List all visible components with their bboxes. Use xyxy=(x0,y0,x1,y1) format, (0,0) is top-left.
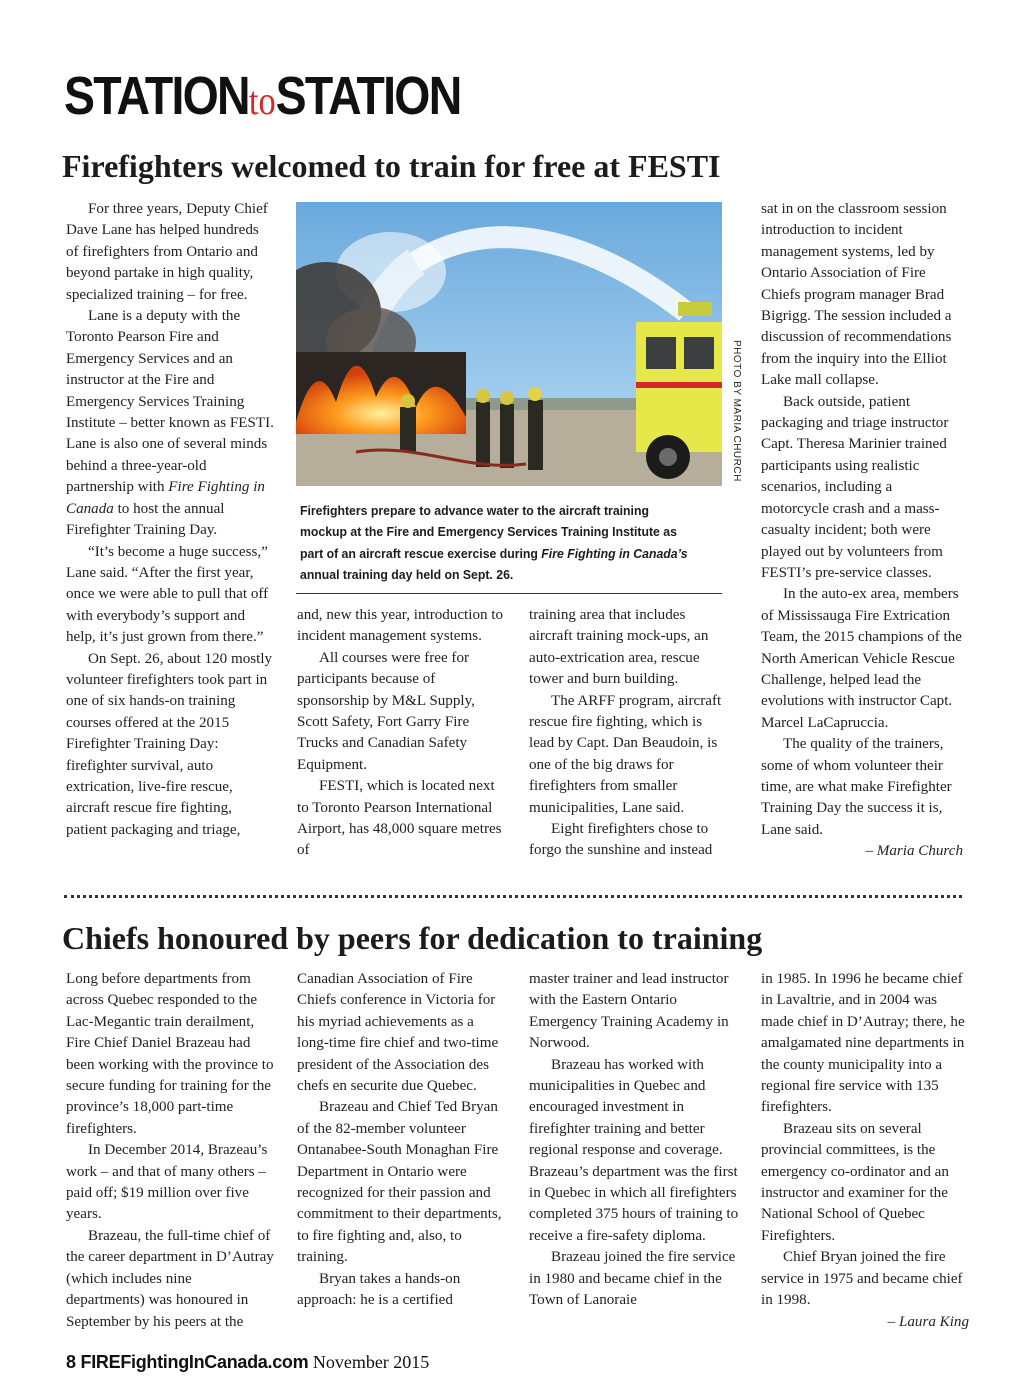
article2-column-2 xyxy=(297,969,505,1312)
article1-column-2 xyxy=(297,605,505,862)
photo-credit: PHOTO BY MARIA CHURCH xyxy=(731,340,742,482)
article2-paragraph: Brazeau has worked with municipalities in Quebec and encouraged investment in firefighter training and better regional response and coverage. Brazeau’s department was the first in Quebec in which all firefighters completed 375 hours of training to receive a fire-safety diploma. xyxy=(529,1056,739,1244)
article2-paragraph: Bryan takes a hands-on approach: he is a certified xyxy=(297,1270,461,1309)
masthead-left: STATION xyxy=(64,66,249,126)
article2-byline: – Laura King xyxy=(887,1313,969,1330)
article1-paragraph: FESTI, which is located next to Toronto Pearson International Airport, has 48,000 square metres of xyxy=(297,778,502,859)
article1-paragraph: The ARFF program, aircraft rescue fire fighting, which is lead by Capt. Dan Beaudoin, is one of the big draws for firefighters from smaller municipalities, Lane said. xyxy=(529,692,722,816)
article1-paragraph: Back outside, patient packaging and triage instructor Capt. Theresa Marinier trained participants using realistic scenarios, including a motorcycle crash and a mass-casualty incident; both were played out by volunteers from FESTI’s pre-service classes. xyxy=(761,393,949,581)
article2-paragraph: Brazeau, the full-time chief of the career department in D’Autray (which includes nine departments) was honoured in September by his peers at the xyxy=(66,1227,274,1330)
article1-paragraph: In the auto-ex area, members of Mississauga Fire Extrication Team, the 2015 champions of the North American Vehicle Rescue Challenge, helped lead the evolutions with instructor Capt. Marcel LaCapruccia. xyxy=(761,586,962,731)
page-number: 8 xyxy=(66,1352,77,1372)
section-divider xyxy=(64,895,962,898)
issue-date: November 2015 xyxy=(312,1352,430,1372)
article2-paragraph: Canadian Association of Fire Chiefs conference in Victoria for his myriad achievements as a long-time fire chief and two-time president of the Association des chefs en securite due Quebec. xyxy=(297,971,499,1095)
publication-title: Fire Fighting in Canada xyxy=(66,479,265,517)
article2-paragraph: Brazeau sits on several provincial committees, is the emergency co-ordinator and an instructor and examiner for the National School of Quebec Firefighters. xyxy=(761,1120,949,1244)
masthead-to: to xyxy=(248,78,276,123)
article1-paragraph: “It’s become a huge success,” Lane said. “After the first year, once we were able to pull that off with everybody’s support and help, it’s just grown from there.” xyxy=(66,543,269,646)
article2-paragraph: Chief Bryan joined the fire service in 1975 and became chief in 1998. xyxy=(761,1249,963,1309)
photo-caption: Firefighters prepare to advance water to the aircraft training mockup at the Fire and Emergency Services Training Institute as part of an aircraft rescue exercise during Fire Fighting in Canada’s annual training day held on Sept. 26. xyxy=(300,503,688,583)
article2-headline: Chiefs honoured by peers for dedication to training xyxy=(62,920,763,956)
article1-paragraph: sat in on the classroom session introduction to incident management systems, led by Ontario Association of Fire Chiefs program manager Brad Bigrigg. The session included a discussion of recommendations from the inquiry into the Elliot Lake mall collapse. xyxy=(761,201,952,389)
article2-column-1 xyxy=(66,969,274,1333)
masthead xyxy=(64,66,461,131)
article1-column-1 xyxy=(66,199,274,841)
caption-divider xyxy=(296,593,722,594)
article1-paragraph: Eight firefighters chose to forgo the sunshine and instead xyxy=(529,821,713,859)
page-footer xyxy=(66,1352,429,1373)
article1-byline: – Maria Church xyxy=(865,843,963,860)
article1-paragraph: and, new this year, introduction to incident management systems. xyxy=(297,607,504,645)
article2-paragraph: master trainer and lead instructor with the Eastern Ontario Emergency Training Academy in Norwood. xyxy=(529,971,729,1052)
article1-paragraph: On Sept. 26, about 120 mostly volunteer firefighters took part in one of six hands-on training courses offered at the 2015 Firefighter Training Day: firefighter survival, auto extrication, live-fire rescue, aircraft rescue fire fighting, patient packaging and triage, xyxy=(66,650,273,838)
article1-column-3 xyxy=(529,605,729,862)
article2-column-4 xyxy=(761,969,969,1333)
article1-column-4 xyxy=(761,199,963,863)
article1-paragraph: training area that includes aircraft training mock-ups, an auto-extrication area, rescue tower and burn building. xyxy=(529,607,709,688)
caption-publication: Fire Fighting in Canada’s xyxy=(541,545,688,561)
article2-column-3 xyxy=(529,969,739,1312)
masthead-right: STATION xyxy=(275,66,461,126)
article2-paragraph: Brazeau and Chief Ted Bryan of the 82-member volunteer Ontanabee-South Monaghan Fire Department in Ontario were recognized for their passion and commitment to their departments, to fire fighting and, also, to training. xyxy=(297,1099,502,1266)
article1-paragraph: For three years, Deputy Chief Dave Lane has helped hundreds of firefighters from Ontario and beyond partake in high quality, specialized training – for free. xyxy=(66,201,268,303)
article2-paragraph: Brazeau joined the fire service in 1980 and became chief in the Town of Lanoraie xyxy=(529,1249,736,1309)
article2-paragraph: in 1985. In 1996 he became chief in Lavaltrie, and in 2004 was made chief in D’Autray; there, he amalgamated nine departments in the county municipality into a regional fire service with 135 firefighters. xyxy=(761,971,965,1116)
fire-training-illustration xyxy=(296,202,722,486)
article2-paragraph: In December 2014, Brazeau’s work – and that of many others – paid off; $19 million over five years. xyxy=(66,1142,268,1223)
article1-paragraph: Lane is a deputy with the Toronto Pearson Fire and Emergency Services and an instructor at the Fire and Emergency Services Training Institute – better known as FESTI. Lane is also one of several minds behind a three-year-old partnership with Fire Fighting in Canada to host the annual Firefighter Training Day. xyxy=(66,308,274,539)
website-link[interactable]: FIREFightingInCanada.com xyxy=(80,1352,309,1372)
article1-headline: Firefighters welcomed to train for free at FESTI xyxy=(62,148,721,184)
article1-paragraph: All courses were free for participants because of sponsorship by M&L Supply, Scott Safety, Fort Garry Fire Trucks and Canadian Safety Equipment. xyxy=(297,649,475,773)
fire-training-photo xyxy=(296,202,722,486)
article1-paragraph: The quality of the trainers, some of whom volunteer their time, are what make Firefighter Training Day the success it is, Lane said. xyxy=(761,736,952,838)
article2-paragraph: Long before departments from across Quebec responded to the Lac-Megantic train derailment, Fire Chief Daniel Brazeau had been working with the province to secure funding for training for the province’s 18,000 part-time firefighters. xyxy=(66,971,274,1137)
